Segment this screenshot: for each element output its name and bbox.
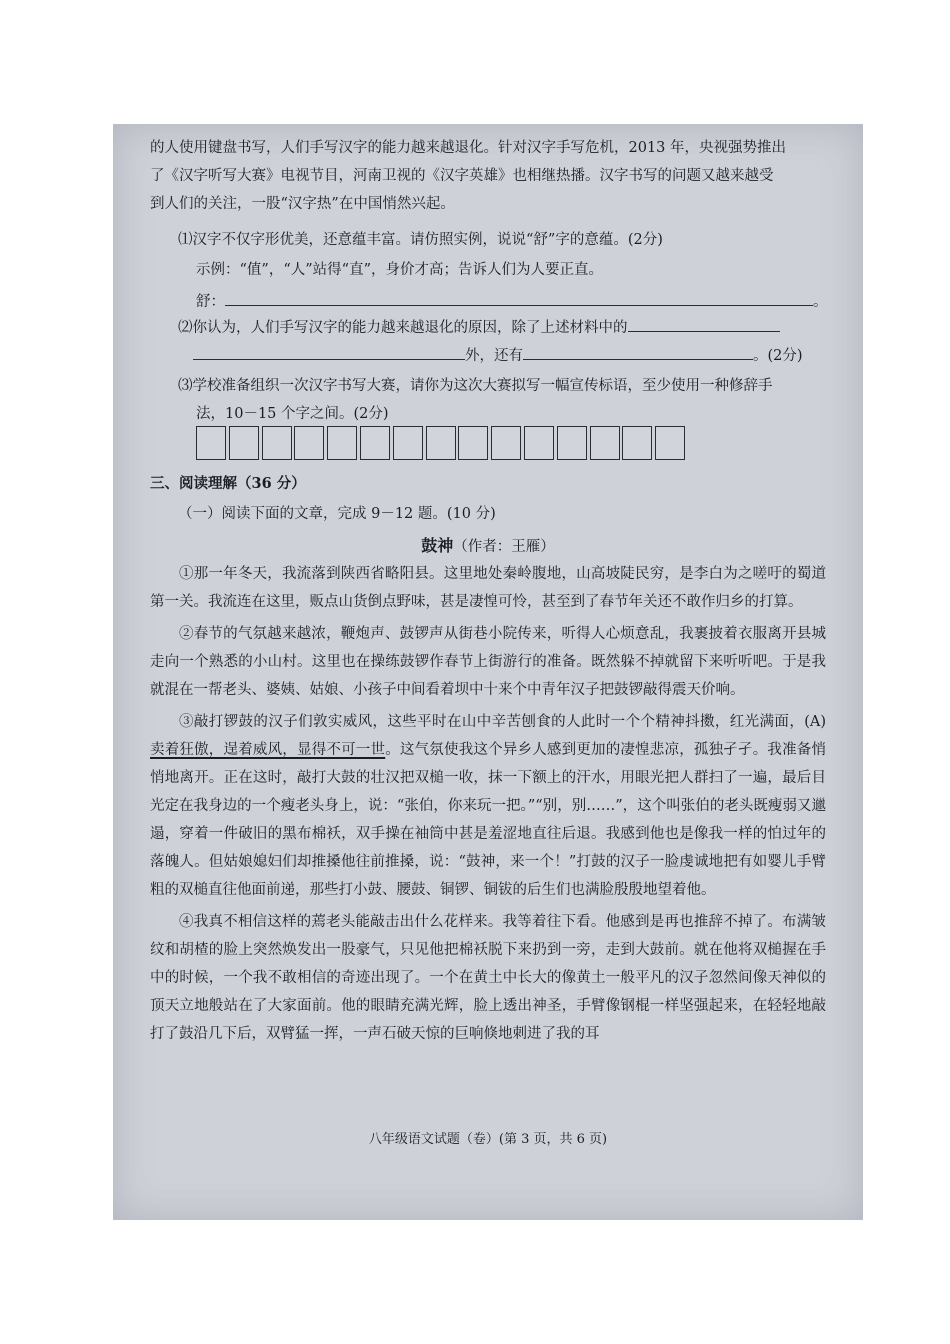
exam-page xyxy=(113,124,863,1220)
question-1-example: 示例：“值”，“人”站得“直”，身价才高；告诉人们为人要正直。 xyxy=(196,262,603,278)
answer-blank[interactable] xyxy=(225,291,813,306)
character-box[interactable] xyxy=(426,426,456,460)
question-2-mid: 外，还有 xyxy=(465,348,523,364)
article-paragraph-1: ①那一年冬天，我流落到陕西省略阳县。这里地处秦岭腹地，山高坡陡民穷，是李白为之嗟吁的蜀道第一关。我流连在这里，贩点山货倒点野味，甚是凄惶可怜，甚至到了春节年关还不敢作归乡的打算。 xyxy=(150,566,826,610)
answer-blank[interactable] xyxy=(193,345,465,360)
question-2-text: ⑵你认为，人们手写汉字的能力越来越退化的原因，除了上述材料中的 xyxy=(178,320,628,336)
intro-line: 了《汉字听写大赛》电视节目，河南卫视的《汉字英雄》也相继热播。汉字书写的问题又越来越受 xyxy=(150,168,774,184)
character-box[interactable] xyxy=(524,426,554,460)
character-box[interactable] xyxy=(360,426,390,460)
answer-blank[interactable] xyxy=(523,345,753,360)
character-box[interactable] xyxy=(327,426,357,460)
answer-label: 舒： xyxy=(196,294,225,310)
slogan-boxes xyxy=(196,426,688,460)
page-footer: 八年级语文试题（卷）(第 3 页，共 6 页) xyxy=(368,1132,608,1147)
article-paragraph-2: ②春节的气氛越来越浓，鞭炮声、鼓锣声从街巷小院传来，听得人心烦意乱，我裹披着衣服离开县城走向一个熟悉的小山村。这里也在操练鼓锣作春节上街游行的准备。既然躲不掉就留下来听听吧。于是我就混在一帮老头、婆姨、姑娘、小孩子中间看着坝中十来个中青年汉子把鼓锣敲得震天价响。 xyxy=(150,626,826,698)
question-3: ⑶学校准备组织一次汉字书写大赛，请你为这次大赛拟写一幅宣传标语，至少使用一种修辞手 xyxy=(178,378,773,394)
character-box[interactable] xyxy=(262,426,292,460)
character-box[interactable] xyxy=(458,426,488,460)
character-box[interactable] xyxy=(622,426,652,460)
intro-line: 的人使用键盘书写，人们手写汉字的能力越来越退化。针对汉字手写危机，2013 年，央视强势推出 xyxy=(150,140,787,156)
article-paragraph-4: ④我真不相信这样的蔫老头能敲击出什么花样来。我等着往下看。他感到是再也推辞不掉了。布满皱纹和胡楂的脸上突然焕发出一股豪气，只见他把棉袄脱下来扔到一旁，走到大鼓前。就在他将双槌握在手中的时候，一个我不敢相信的奇迹出现了。一个在黄土中长大的像黄土一般平凡的汉子忽然间像天神似的顶天立地般站在了大家面前。他的眼睛充满光辉，脸上透出神圣，手臂像钢棍一样坚强起来，在轻轻地敲打了鼓沿几下后，双臂猛一挥，一声石破天惊的巨响倏地刺进了我的耳 xyxy=(150,914,826,1042)
article-body xyxy=(150,560,826,1048)
article-title-line xyxy=(113,532,863,561)
question-1-answer xyxy=(196,288,828,316)
character-box[interactable] xyxy=(491,426,521,460)
article-title: 鼓神 xyxy=(421,536,454,555)
intro-paragraph xyxy=(150,134,826,218)
answer-end: 。 xyxy=(813,294,828,310)
character-box[interactable] xyxy=(590,426,620,460)
answer-blank[interactable] xyxy=(628,317,780,332)
paragraph-3-rest: 。这气氛使我这个异乡人感到更加的凄惶悲凉，孤独孑孑。我准备悄悄地离开。正在这时，敲打大鼓的壮汉把双槌一收，抹一下额上的汗水，用眼光把人群扫了一遍，最后目光定在我身边的一个瘦老头身上，说：“张伯，你来玩一把。”“别，别……”，这个叫张伯的老头既瘦弱又邋遢，穿着一件破旧的黑布棉袄，双手操在袖筒中甚是羞涩地直往后退。我感到他也是像我一样的怕过年的落魄人。但姑娘媳妇们却推搡他往前推搡，说：“鼓神，来一个！”打鼓的汉子一脸虔诚地把有如婴儿手臂粗的双槌直往他面前递，那些打小鼓、腰鼓、铜锣、铜钹的后生们也满脸殷殷地望着他。 xyxy=(150,742,827,898)
question-2 xyxy=(178,314,780,342)
question-1: ⑴汉字不仅字形优美，还意蕴丰富。请仿照实例，说说“舒”字的意蕴。(2分) xyxy=(178,232,663,248)
section-heading: 三、阅读理解（36 分） xyxy=(150,475,306,492)
section-subheading: （一）阅读下面的文章，完成 9－12 题。(10 分) xyxy=(178,506,496,522)
question-3-line2: 法，10－15 个字之间。(2分) xyxy=(196,406,389,422)
article-author: （作者：王雁） xyxy=(453,539,555,555)
character-box[interactable] xyxy=(229,426,259,460)
character-box[interactable] xyxy=(294,426,324,460)
character-box[interactable] xyxy=(196,426,226,460)
paragraph-3-start: ③敲打锣鼓的汉子们敦实威风，这些平时在山中辛苦刨食的人此时一个个精神抖擞，红光满面，(A) xyxy=(179,714,826,730)
underlined-sentence-a: 卖着狂傲，逞着威风，显得不可一世 xyxy=(150,742,386,758)
article-paragraph-3 xyxy=(150,708,826,904)
character-box[interactable] xyxy=(557,426,587,460)
character-box[interactable] xyxy=(655,426,685,460)
character-box[interactable] xyxy=(393,426,423,460)
question-2-end: 。(2分) xyxy=(753,348,803,364)
question-2-line2 xyxy=(193,342,803,370)
intro-line: 到人们的关注，一股“汉字热”在中国悄然兴起。 xyxy=(150,196,455,212)
